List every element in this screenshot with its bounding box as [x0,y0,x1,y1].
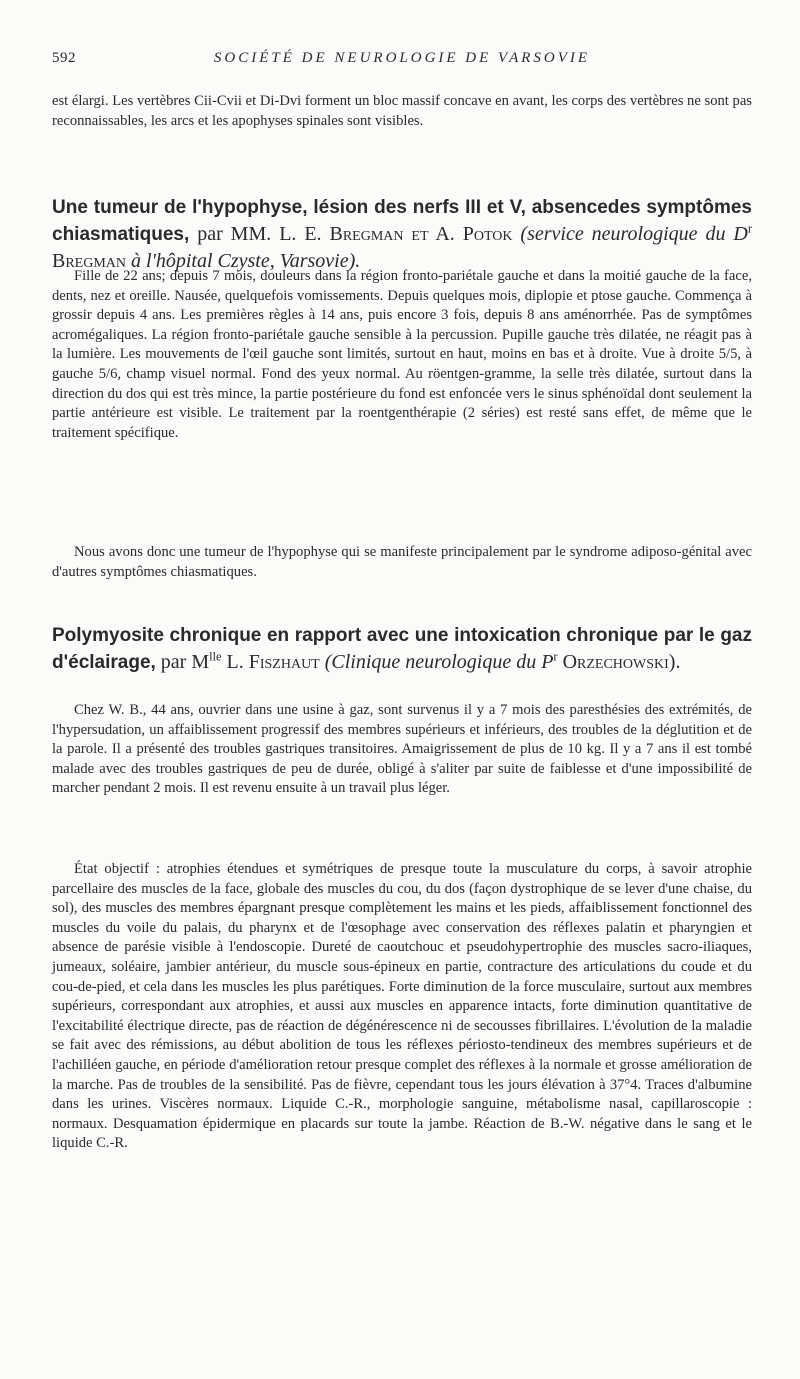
article2-authors: L. Fiszhaut [221,651,320,673]
article2-title [52,622,752,676]
article1-service-suffix: à l'hôpital Czyste, Varsovie). [126,250,361,272]
article2-clinic: (Clinique neurologique du P [319,651,554,673]
running-title: SOCIÉTÉ DE NEUROLOGIE DE VARSOVIE [213,50,591,66]
article2-clinic-suffix: ). [668,651,681,673]
article1-paragraph-1: Fille de 22 ans; depuis 7 mois, douleurs dans la région fronto-pariétale gauche et dans la moitié gauche de la face, dents, nez et oreille. Nausée, quelquefois vomissements. Depuis quelques mois, diplopie et ptose gauche. Commença à grossir depuis 4 ans. Les premières règles à 14 ans, puis encore 3 fois, depuis 8 ans aménorrhée. Pas de symptômes acromégaliques. La région fronto-pariétale gauche sensible à la percussion. Pupille gauche très dilatée, ne réagit pas à la lumière. Les mouvements de l'œil gauche sont limités, surtout en haut, moins en bas et à droite. Vue à droite 5/5, à gauche 5/6, champ visuel normal. Fond des yeux normal. Au röentgen-gramme, la selle très dilatée, surtout dans la direction du dos qui est très mince, la partie postérieure du fond est enfoncée vers le sinus sphénoïdal dont seulement la partie antérieure est visible. Le traitement par la roentgenthérapie (2 séries) est resté sans effet, de même que le traitement spécifique. [52,268,752,441]
page-number: 592 [52,50,76,66]
article2-title-par-sup: lle [209,649,222,664]
article1-title-par: par MM. [189,223,280,245]
article1-service-prefix: (service neurologique du D [520,223,748,245]
article2-paragraph-1: Chez W. B., 44 ans, ouvrier dans une usine à gaz, sont survenus il y a 7 mois des paresthésies des extrémités, de l'hypersudation, un affaiblissement progressif des membres supérieurs et inférieurs, des troubles de la déglutition et de la parole. Il a présenté des troubles gastriques transitoires. Amaigrissement de plus de 10 kg. Il y a 7 ans il est tombé malade avec des troubles gastriques de peu de durée, obligé à s'aliter par suite de faiblesse et d'une impossibilité de marcher pendant 2 mois. Il est revenu ensuite à un travail plus léger. [52,702,752,797]
article1-paragraph-2: Nous avons donc une tumeur de l'hypophyse qui se manifeste principalement par le syndrome adiposo-génital avec d'autres symptômes chiasmatiques. [52,544,752,580]
article1-authors: L. E. Bregman et A. Potok [279,223,513,245]
article2-clinic-sup: r [553,649,558,664]
article2-paragraph-2: État objectif : atrophies étendues et symétriques de presque toute la musculature du corps, à savoir atrophie parcellaire des muscles de la face, globale des muscles du cou, du dos (façon dystrophique de se lever d'une chaise, du sol), des muscles des membres épargnant presque complètement les mains et les pieds, affaiblissement fonctionnel des muscles du voile du palais, du pharynx et de l'œsophage avec conservation des réflexes palatin et pharyngien et absence de parésie visible à l'endoscopie. Dureté de caoutchouc et pseudohypertrophie des muscles sacro-iliaques, jumeaux, soléaire, jambier antérieur, du muscle sous-épineux en partie, contracture des articulations du coude et du cou-de-pied, et cela dans les muscles les plus parétiques. Forte diminution de la force musculaire, surtout aux membres supérieurs, correspondant aux atrophies, et aussi aux muscles en apparence intacts, forte diminution quantitative de l'excitabilité électrique directe, pas de réaction de dégénérescence ni de secousses fibrillaires. L'évolution de la maladie se fait avec des rémissions, au début abolition de tous les réflexes périosto-tendineux des membres supérieurs et de l'achilléen gauche, en période d'amélioration retour presque complet des réflexes à la normale et grosse amélioration de la marche. Pas de troubles de la sensibilité. Pas de fièvre, cependant tous les jours élévation à 37°4. Traces d'albumine dans les urines. Viscères normaux. Liquide C.-R., morphologie sanguine, métabolisme nasal, capillaroscopie : normaux. Desquamation épidermique en placards sur toute la jambe. Réaction de B.-W. négative dans le sang et le liquide C.-R. [52,861,752,1152]
page-header [52,50,752,72]
article2-title-main: Polymyosite chronique en rapport avec une intoxication chronique par le gaz d'éclairage, [52,625,752,673]
article1-title-main: Une tumeur de l'hypophyse, lésion des nerfs III et V, absencedes symptômes chiasmatiques, [52,197,752,245]
article1-title [52,194,752,274]
article2-clinic-name: Orzechowski [557,651,669,673]
article1-service-name: Bregman [52,250,127,272]
article1-service-sup: r [747,221,752,236]
continuation-paragraph: est élargi. Les vertèbres Cii-Cvii et Di-Dvi forment un bloc massif concave en avant, les corps des vertèbres ne sont pas reconnaissables, les arcs et les apophyses spinales sont visibles. [52,93,752,129]
article2-title-par: par M [155,651,210,673]
